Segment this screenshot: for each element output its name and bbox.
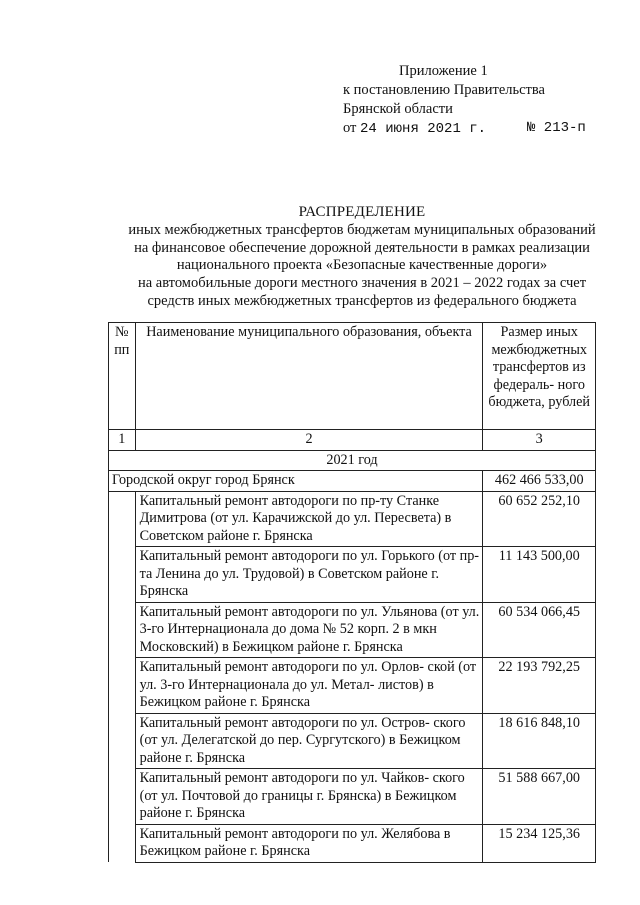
col-number: 2 <box>135 430 483 451</box>
col-number: 3 <box>483 430 596 451</box>
appendix-region: Брянской области <box>343 101 453 117</box>
col-number: 1 <box>109 430 136 451</box>
header-number: № пп <box>109 323 136 430</box>
table-row <box>109 769 596 825</box>
row-number <box>109 769 136 825</box>
appendix-title: Приложение 1 <box>399 63 488 79</box>
table-row <box>109 547 596 603</box>
table-header-row <box>109 323 596 430</box>
row-amount: 15 234 125,36 <box>483 824 596 862</box>
header-name: Наименование муниципального образования, объекта <box>135 323 483 430</box>
group-row <box>109 471 596 492</box>
year-label: 2021 год <box>109 450 596 471</box>
table-row <box>109 658 596 714</box>
year-row <box>109 450 596 471</box>
appendix-number: № 213-п <box>527 120 586 136</box>
title-line: на финансовое обеспечение дорожной деятельности в рамках реализации <box>134 239 590 256</box>
row-name: Капитальный ремонт автодороги по ул. Орлов- ской (от ул. 3-го Интернационала до ул. Метал- листов) в Бежицком районе г. Брянска <box>135 658 483 714</box>
row-amount: 51 588 667,00 <box>483 769 596 825</box>
header-amount: Размер иных межбюджетных трансфертов из федераль- ного бюджета, рублей <box>483 323 596 430</box>
table-row <box>109 602 596 658</box>
row-number <box>109 658 136 714</box>
row-amount: 22 193 792,25 <box>483 658 596 714</box>
title-line: средств иных межбюджетных трансфертов из федерального бюджета <box>147 292 577 309</box>
date-prefix: от <box>343 120 357 136</box>
column-number-row <box>109 430 596 451</box>
row-amount: 11 143 500,00 <box>483 547 596 603</box>
appendix-resolution: к постановлению Правительства <box>343 82 545 98</box>
row-name: Капитальный ремонт автодороги по ул. Желябова в Бежицком районе г. Брянска <box>135 824 483 862</box>
row-name: Капитальный ремонт автодороги по пр-ту Станке Димитрова (от ул. Карачижской до ул. Пересвета) в Советском районе г. Брянска <box>135 491 483 547</box>
title-head: РАСПРЕДЕЛЕНИЕ <box>298 204 426 220</box>
title-line: на автомобильные дороги местного значения в 2021 – 2022 годах за счет <box>137 275 587 292</box>
row-number <box>109 547 136 603</box>
table-row <box>109 824 596 862</box>
group-amount: 462 466 533,00 <box>483 471 596 492</box>
row-number <box>109 713 136 769</box>
document-title <box>100 204 624 311</box>
row-number <box>109 824 136 862</box>
row-amount: 60 652 252,10 <box>483 491 596 547</box>
title-line: иных межбюджетных трансфертов бюджетам муниципальных образований <box>128 221 596 238</box>
appendix-date: 24 июня 2021 г. <box>360 121 487 137</box>
group-name: Городской округ город Брянск <box>109 471 483 492</box>
appendix-block <box>343 62 586 139</box>
row-amount: 18 616 848,10 <box>483 713 596 769</box>
distribution-table <box>108 322 596 863</box>
row-amount: 60 534 066,45 <box>483 602 596 658</box>
row-name: Капитальный ремонт автодороги по ул. Остров- ского (от ул. Делегатской до пер. Сургутского) в Бежицком районе г. Брянска <box>135 713 483 769</box>
row-name: Капитальный ремонт автодороги по ул. Чайков- ского (от ул. Почтовой до границы г. Брянска) в Бежицком районе г. Брянска <box>135 769 483 825</box>
row-number <box>109 491 136 547</box>
table-row <box>109 713 596 769</box>
row-name: Капитальный ремонт автодороги по ул. Горького (от пр-та Ленина до ул. Трудовой) в Советском районе г. Брянска <box>135 547 483 603</box>
title-line: национального проекта «Безопасные качественные дороги» <box>176 257 548 274</box>
appendix-date-line <box>343 119 586 139</box>
table-row <box>109 491 596 547</box>
row-name: Капитальный ремонт автодороги по ул. Ульянова (от ул. 3-го Интернационала до дома № 52 корп. 2 в мкн Московский) в Бежицком районе г. Брянска <box>135 602 483 658</box>
row-number <box>109 602 136 658</box>
